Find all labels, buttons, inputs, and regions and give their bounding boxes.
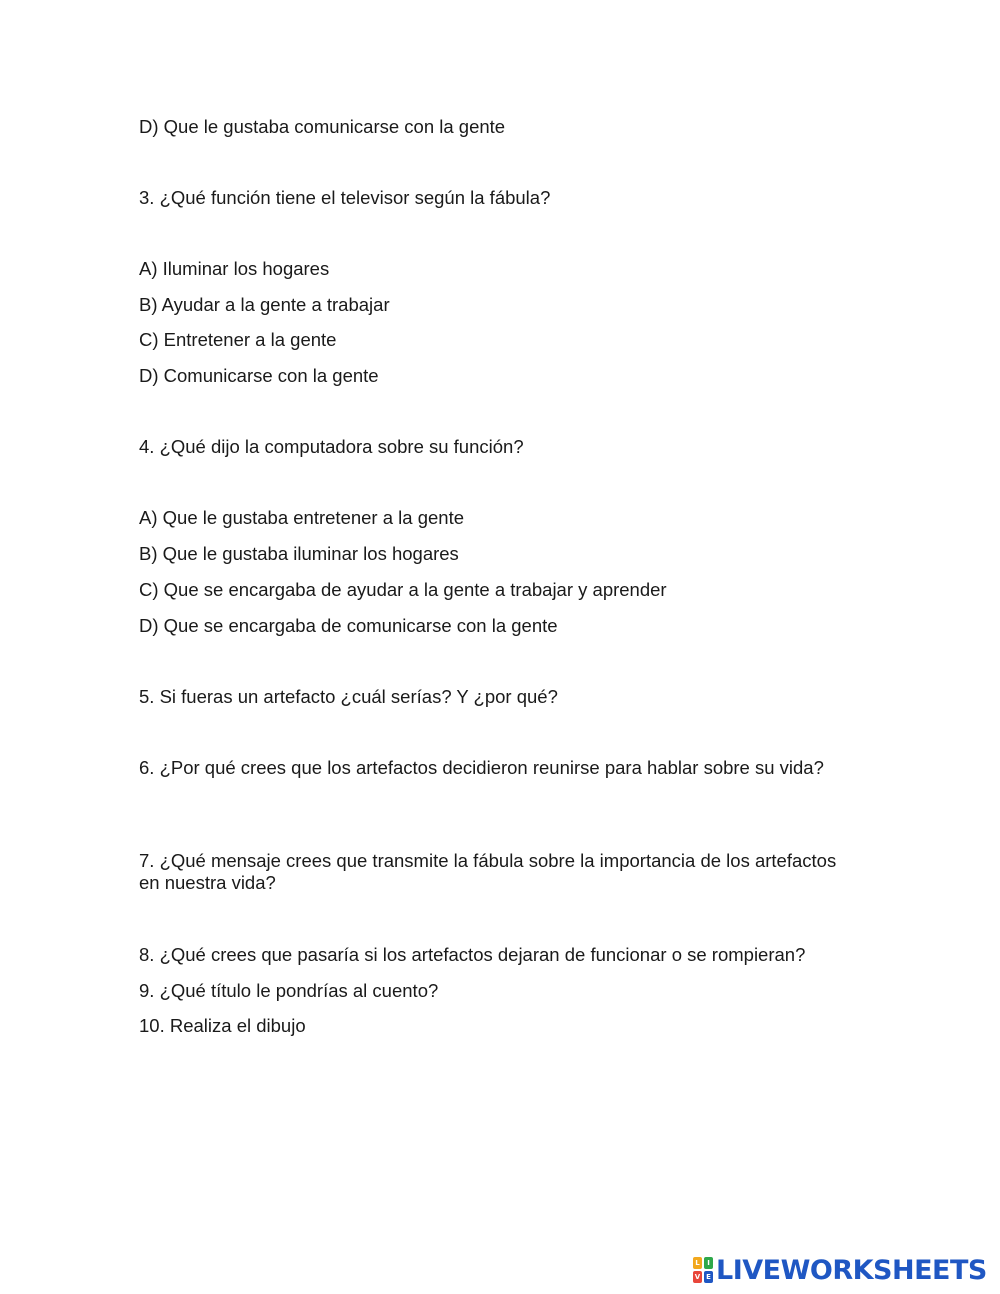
question-4-option-a: A) Que le gustaba entretener a la gente — [139, 507, 464, 528]
question-6: 6. ¿Por qué crees que los artefactos decidieron reunirse para hablar sobre su vida? — [139, 757, 824, 778]
logo-mark-letter: V — [694, 1273, 701, 1281]
logo-text: LIVEWORKSHEETS — [716, 1254, 987, 1286]
question-3-option-c: C) Entretener a la gente — [139, 329, 337, 350]
question-8: 8. ¿Qué crees que pasaría si los artefactos dejaran de funcionar o se rompieran? — [139, 944, 806, 965]
question-4: 4. ¿Qué dijo la computadora sobre su función? — [139, 436, 524, 457]
question-3-option-d: D) Comunicarse con la gente — [139, 365, 379, 386]
question-3-option-a: A) Iluminar los hogares — [139, 258, 330, 279]
logo-mark-letter: E — [704, 1271, 713, 1283]
question-3: 3. ¿Qué función tiene el televisor según la fábula? — [139, 187, 551, 208]
question-9: 9. ¿Qué título le pondrías al cuento? — [139, 980, 439, 1001]
question-5: 5. Si fueras un artefacto ¿cuál serías? Y ¿por qué? — [139, 686, 558, 707]
question-3-option-b: B) Ayudar a la gente a trabajar — [139, 294, 390, 315]
question-4-option-c: C) Que se encargaba de ayudar a la gente a trabajar y aprender — [139, 579, 667, 600]
question-2-option-d: D) Que le gustaba comunicarse con la gente — [139, 116, 506, 137]
logo-mark-letter: I — [704, 1257, 713, 1269]
question-10: 10. Realiza el dibujo — [139, 1015, 306, 1036]
question-7: 7. ¿Qué mensaje crees que transmite la fábula sobre la importancia de los artefactos en nuestra vida? — [139, 850, 837, 893]
liveworksheets-logo — [693, 1255, 987, 1285]
question-4-option-d: D) Que se encargaba de comunicarse con la gente — [139, 615, 558, 636]
liveworksheets-mark-icon — [693, 1257, 713, 1283]
question-4-option-b: B) Que le gustaba iluminar los hogares — [139, 543, 459, 564]
logo-mark-letter: L — [693, 1257, 702, 1269]
